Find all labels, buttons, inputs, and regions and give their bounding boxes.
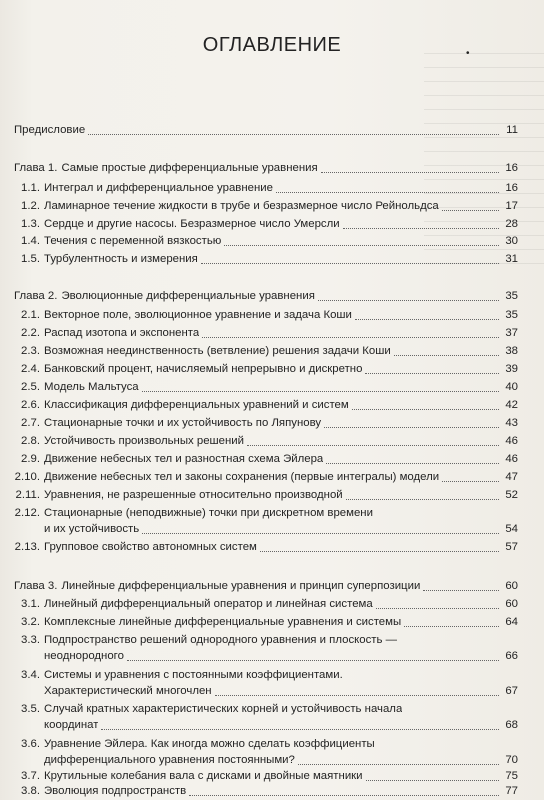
dot-leader: [423, 590, 499, 591]
toc-entry-number: 3.5.: [21, 703, 40, 715]
dot-leader: [376, 608, 499, 609]
toc-section-1-1[interactable]: [14, 181, 518, 196]
toc-entry-number: Глава 1.: [14, 162, 58, 174]
toc-entry-number: 3.3.: [21, 634, 40, 646]
toc-entry-title: Устойчивость произвольных решений: [44, 435, 245, 447]
toc-entry-page: 66: [505, 650, 518, 662]
toc-entry-title: Распад изотопа и экспонента: [44, 327, 200, 339]
toc-entry-page: 17: [505, 200, 518, 212]
dot-leader: [321, 172, 499, 173]
toc-entry-page: 54: [505, 523, 518, 535]
toc-entry-number: 2.11.: [15, 489, 40, 501]
toc-entry-page: 11: [506, 124, 518, 136]
toc-entry-page: 75: [505, 770, 518, 782]
toc-entry-title: Банковский процент, начисляемый непрерывно и дискретно: [44, 363, 363, 375]
toc-section-3-8[interactable]: [14, 784, 518, 799]
dot-leader: [224, 245, 499, 246]
toc-entry-title-cont: неоднородного: [44, 650, 124, 662]
toc-entry-page: 60: [505, 598, 518, 610]
toc-section-3-4[interactable]: [14, 668, 518, 683]
toc-entry-number: 2.13.: [14, 541, 40, 553]
toc-entry-page: 52: [505, 489, 518, 501]
toc-section-3-6-cont[interactable]: [14, 753, 518, 768]
toc-entry-page: 38: [505, 345, 518, 357]
dot-leader: [346, 499, 499, 500]
toc-entry-page: 43: [505, 417, 518, 429]
toc-entry-page: 16: [505, 162, 518, 174]
dot-leader: [355, 319, 499, 320]
toc-entry-title: Уравнения, не разрешенные относительно производной: [44, 489, 343, 501]
toc-entry-page: 16: [505, 182, 518, 194]
toc-section-1-5[interactable]: [14, 252, 518, 267]
toc-section-3-4-cont[interactable]: [14, 684, 518, 699]
toc-entry-title: Стационарные точки и их устойчивость по Ляпунову: [44, 417, 322, 429]
toc-entry-title: Групповое свойство автономных систем: [44, 541, 257, 553]
toc-section-2-9[interactable]: [14, 452, 518, 467]
toc-section-2-1[interactable]: [14, 308, 518, 323]
toc-entry-number: 2.5.: [21, 381, 40, 393]
toc-entry-title: Линейные дифференциальные уравнения и принцип суперпозиции: [61, 580, 421, 592]
dot-leader: [202, 337, 499, 338]
toc-entry-number: 1.1.: [21, 182, 40, 194]
dot-leader: [276, 192, 499, 193]
dot-leader: [189, 795, 499, 796]
toc-entry-title: Возможная неединственность (ветвление) решения задачи Коши: [44, 345, 391, 357]
toc-entry-title: Векторное поле, эволюционное уравнение и задача Коши: [44, 309, 352, 321]
toc-section-2-12[interactable]: [14, 506, 518, 521]
toc-entry-title: Сердце и другие насосы. Безразмерное число Умерсли: [44, 218, 340, 230]
toc-entry-number: 2.10.: [14, 471, 40, 483]
toc-entry-page: 31: [505, 253, 518, 265]
toc-entry-title: Движение небесных тел и разностная схема Эйлера: [44, 453, 324, 465]
toc-entry-number: 2.7.: [21, 417, 40, 429]
toc-entry-title: Интеграл и дифференциальное уравнение: [44, 182, 273, 194]
toc-entry-number: 3.1.: [21, 598, 40, 610]
toc-entry-number: 2.1.: [21, 309, 40, 321]
toc-entry-title: Модель Мальтуса: [44, 381, 139, 393]
toc-entry-title-cont: Характеристический многочлен: [44, 685, 212, 697]
toc-entry-title: Стационарные (неподвижные) точки при дискретном времени: [44, 507, 373, 519]
toc-entry-title: Уравнение Эйлера. Как иногда можно сделать коэффициенты: [44, 738, 375, 750]
dot-leader: [260, 551, 499, 552]
dot-leader: [343, 228, 499, 229]
toc-entry-number: 3.6.: [21, 738, 40, 750]
toc-entry-page: 70: [505, 754, 518, 766]
toc-entry-page: 42: [505, 399, 518, 411]
toc-section-1-2[interactable]: [14, 199, 518, 214]
toc-section-1-3[interactable]: [14, 217, 518, 232]
dot-leader: [394, 355, 499, 356]
dot-leader: [442, 210, 499, 211]
toc-entry-title: Турбулентность и измерения: [44, 253, 198, 265]
dot-leader: [318, 300, 499, 301]
toc-entry-number: 2.6.: [21, 399, 40, 411]
toc-entry-page: 57: [505, 541, 518, 553]
toc-entry-page: 47: [505, 471, 518, 483]
toc-entry-page: 67: [505, 685, 518, 697]
toc-entry-page: 37: [505, 327, 518, 339]
dot-leader: [201, 263, 499, 264]
toc-entry-number: 2.12.: [14, 507, 40, 519]
toc-section-3-3[interactable]: [14, 633, 518, 648]
toc-entry-number: 2.8.: [21, 435, 40, 447]
toc-entry-page: 68: [505, 719, 518, 731]
toc-entry-title: Течения с переменной вязкостью: [44, 235, 222, 247]
toc-entry-title: Ламинарное течение жидкости в трубе и безразмерное число Рейнольдса: [44, 200, 439, 212]
page-title: ОГЛАВЛЕНИЕ: [202, 34, 342, 56]
dot-leader: [326, 463, 499, 464]
toc-entry-number: 2.3.: [21, 345, 40, 357]
toc-entry-number: 3.7.: [21, 770, 40, 782]
toc-entry-title: Самые простые дифференциальные уравнения: [61, 162, 318, 174]
dot-leader: [88, 134, 499, 135]
dot-leader: [101, 729, 499, 730]
toc-section-2-2[interactable]: [14, 326, 518, 341]
toc-entry-page: 28: [505, 218, 518, 230]
toc-section-3-6[interactable]: [14, 737, 518, 752]
toc-section-2-7[interactable]: [14, 416, 518, 431]
toc-section-3-1[interactable]: [14, 597, 518, 612]
toc-entry-title: Комплексные линейные дифференциальные уравнения и системы: [44, 616, 402, 628]
toc-entry-title: Случай кратных характеристических корней и устойчивость начала: [44, 703, 403, 715]
dot-leader: [127, 660, 499, 661]
toc-section-2-3[interactable]: [14, 344, 518, 359]
toc-section-3-5-cont[interactable]: [14, 718, 518, 733]
toc-entry-title: Предисловие: [14, 124, 86, 136]
toc-entry-number: 2.4.: [21, 363, 40, 375]
dot-leader: [352, 409, 499, 410]
toc-entry-title: Линейный дифференциальный оператор и линейная система: [44, 598, 373, 610]
toc-entry-number: 1.3.: [21, 218, 40, 230]
toc-entry-page: 64: [505, 616, 518, 628]
dot-leader: [365, 373, 499, 374]
dot-leader: [142, 391, 499, 392]
dot-leader: [442, 481, 499, 482]
toc-entry-number: 1.5.: [21, 253, 40, 265]
toc-entry-title: Классификация дифференциальных уравнений и систем: [44, 399, 349, 411]
toc-entry-title-cont: дифференциального уравнения постоянными?: [44, 754, 295, 766]
toc-entry-number: 2.9.: [21, 453, 40, 465]
toc-entry-title-cont: и их устойчивость: [44, 523, 140, 535]
toc-section-2-5[interactable]: [14, 380, 518, 395]
toc-section-3-7[interactable]: [14, 769, 518, 784]
toc-entry-title: Эволюция подпространств: [44, 785, 187, 797]
toc-entry-number: 3.2.: [21, 616, 40, 628]
dot-leader: [247, 445, 499, 446]
toc-section-2-12-cont[interactable]: [14, 522, 518, 537]
toc-section-3-5[interactable]: [14, 702, 518, 717]
toc-section-3-3-cont[interactable]: [14, 649, 518, 664]
toc-entry-page: 35: [505, 290, 518, 302]
toc-entry-title: Крутильные колебания вала с дисками и двойные маятники: [44, 770, 363, 782]
toc-section-2-10[interactable]: [14, 470, 518, 485]
dot-leader: [404, 626, 499, 627]
dot-leader: [142, 533, 499, 534]
toc-entry-page: 60: [505, 580, 518, 592]
toc-entry-page: 77: [505, 785, 518, 797]
toc-entry-page: 39: [505, 363, 518, 375]
toc-entry-number: Глава 2.: [14, 290, 58, 302]
toc-entry-number: 1.4.: [21, 235, 40, 247]
dot-leader: [215, 695, 499, 696]
toc-entry-number: 1.2.: [21, 200, 40, 212]
toc-entry-number: 3.4.: [21, 669, 40, 681]
toc-entry-title: Эволюционные дифференциальные уравнения: [61, 290, 315, 302]
toc-chapter-3[interactable]: [14, 579, 518, 594]
dot-leader: [298, 764, 499, 765]
toc-section-3-2[interactable]: [14, 615, 518, 630]
dot-leader: [366, 780, 499, 781]
toc-entry-title: Движение небесных тел и законы сохранения (первые интегралы) модели: [44, 471, 440, 483]
toc-chapter-2[interactable]: [14, 289, 518, 304]
toc-entry-page: 46: [505, 453, 518, 465]
toc-section-1-4[interactable]: [14, 234, 518, 249]
dot-leader: [324, 427, 499, 428]
toc-entry-page: 40: [505, 381, 518, 393]
toc-entry-page: 46: [505, 435, 518, 447]
toc-entry-title: Подпространство решений однородного уравнения и плоскость —: [44, 634, 397, 646]
toc-chapter-1[interactable]: [14, 161, 518, 176]
print-mark: •: [466, 48, 470, 59]
toc-section-2-6[interactable]: [14, 398, 518, 413]
toc-section-2-4[interactable]: [14, 362, 518, 377]
toc-entry-page: 30: [505, 235, 518, 247]
toc-entry-title-cont: координат: [44, 719, 99, 731]
toc-entry-number: 2.2.: [21, 327, 40, 339]
toc-section-2-13[interactable]: [14, 540, 518, 555]
toc-entry-page: 35: [505, 309, 518, 321]
toc-entry-number: 3.8.: [21, 785, 40, 797]
toc-entry-preface[interactable]: [14, 123, 518, 138]
toc-entry-title: Системы и уравнения с постоянными коэффициентами.: [44, 669, 343, 681]
toc-entry-number: Глава 3.: [14, 580, 58, 592]
toc-section-2-11[interactable]: [14, 488, 518, 503]
toc-section-2-8[interactable]: [14, 434, 518, 449]
